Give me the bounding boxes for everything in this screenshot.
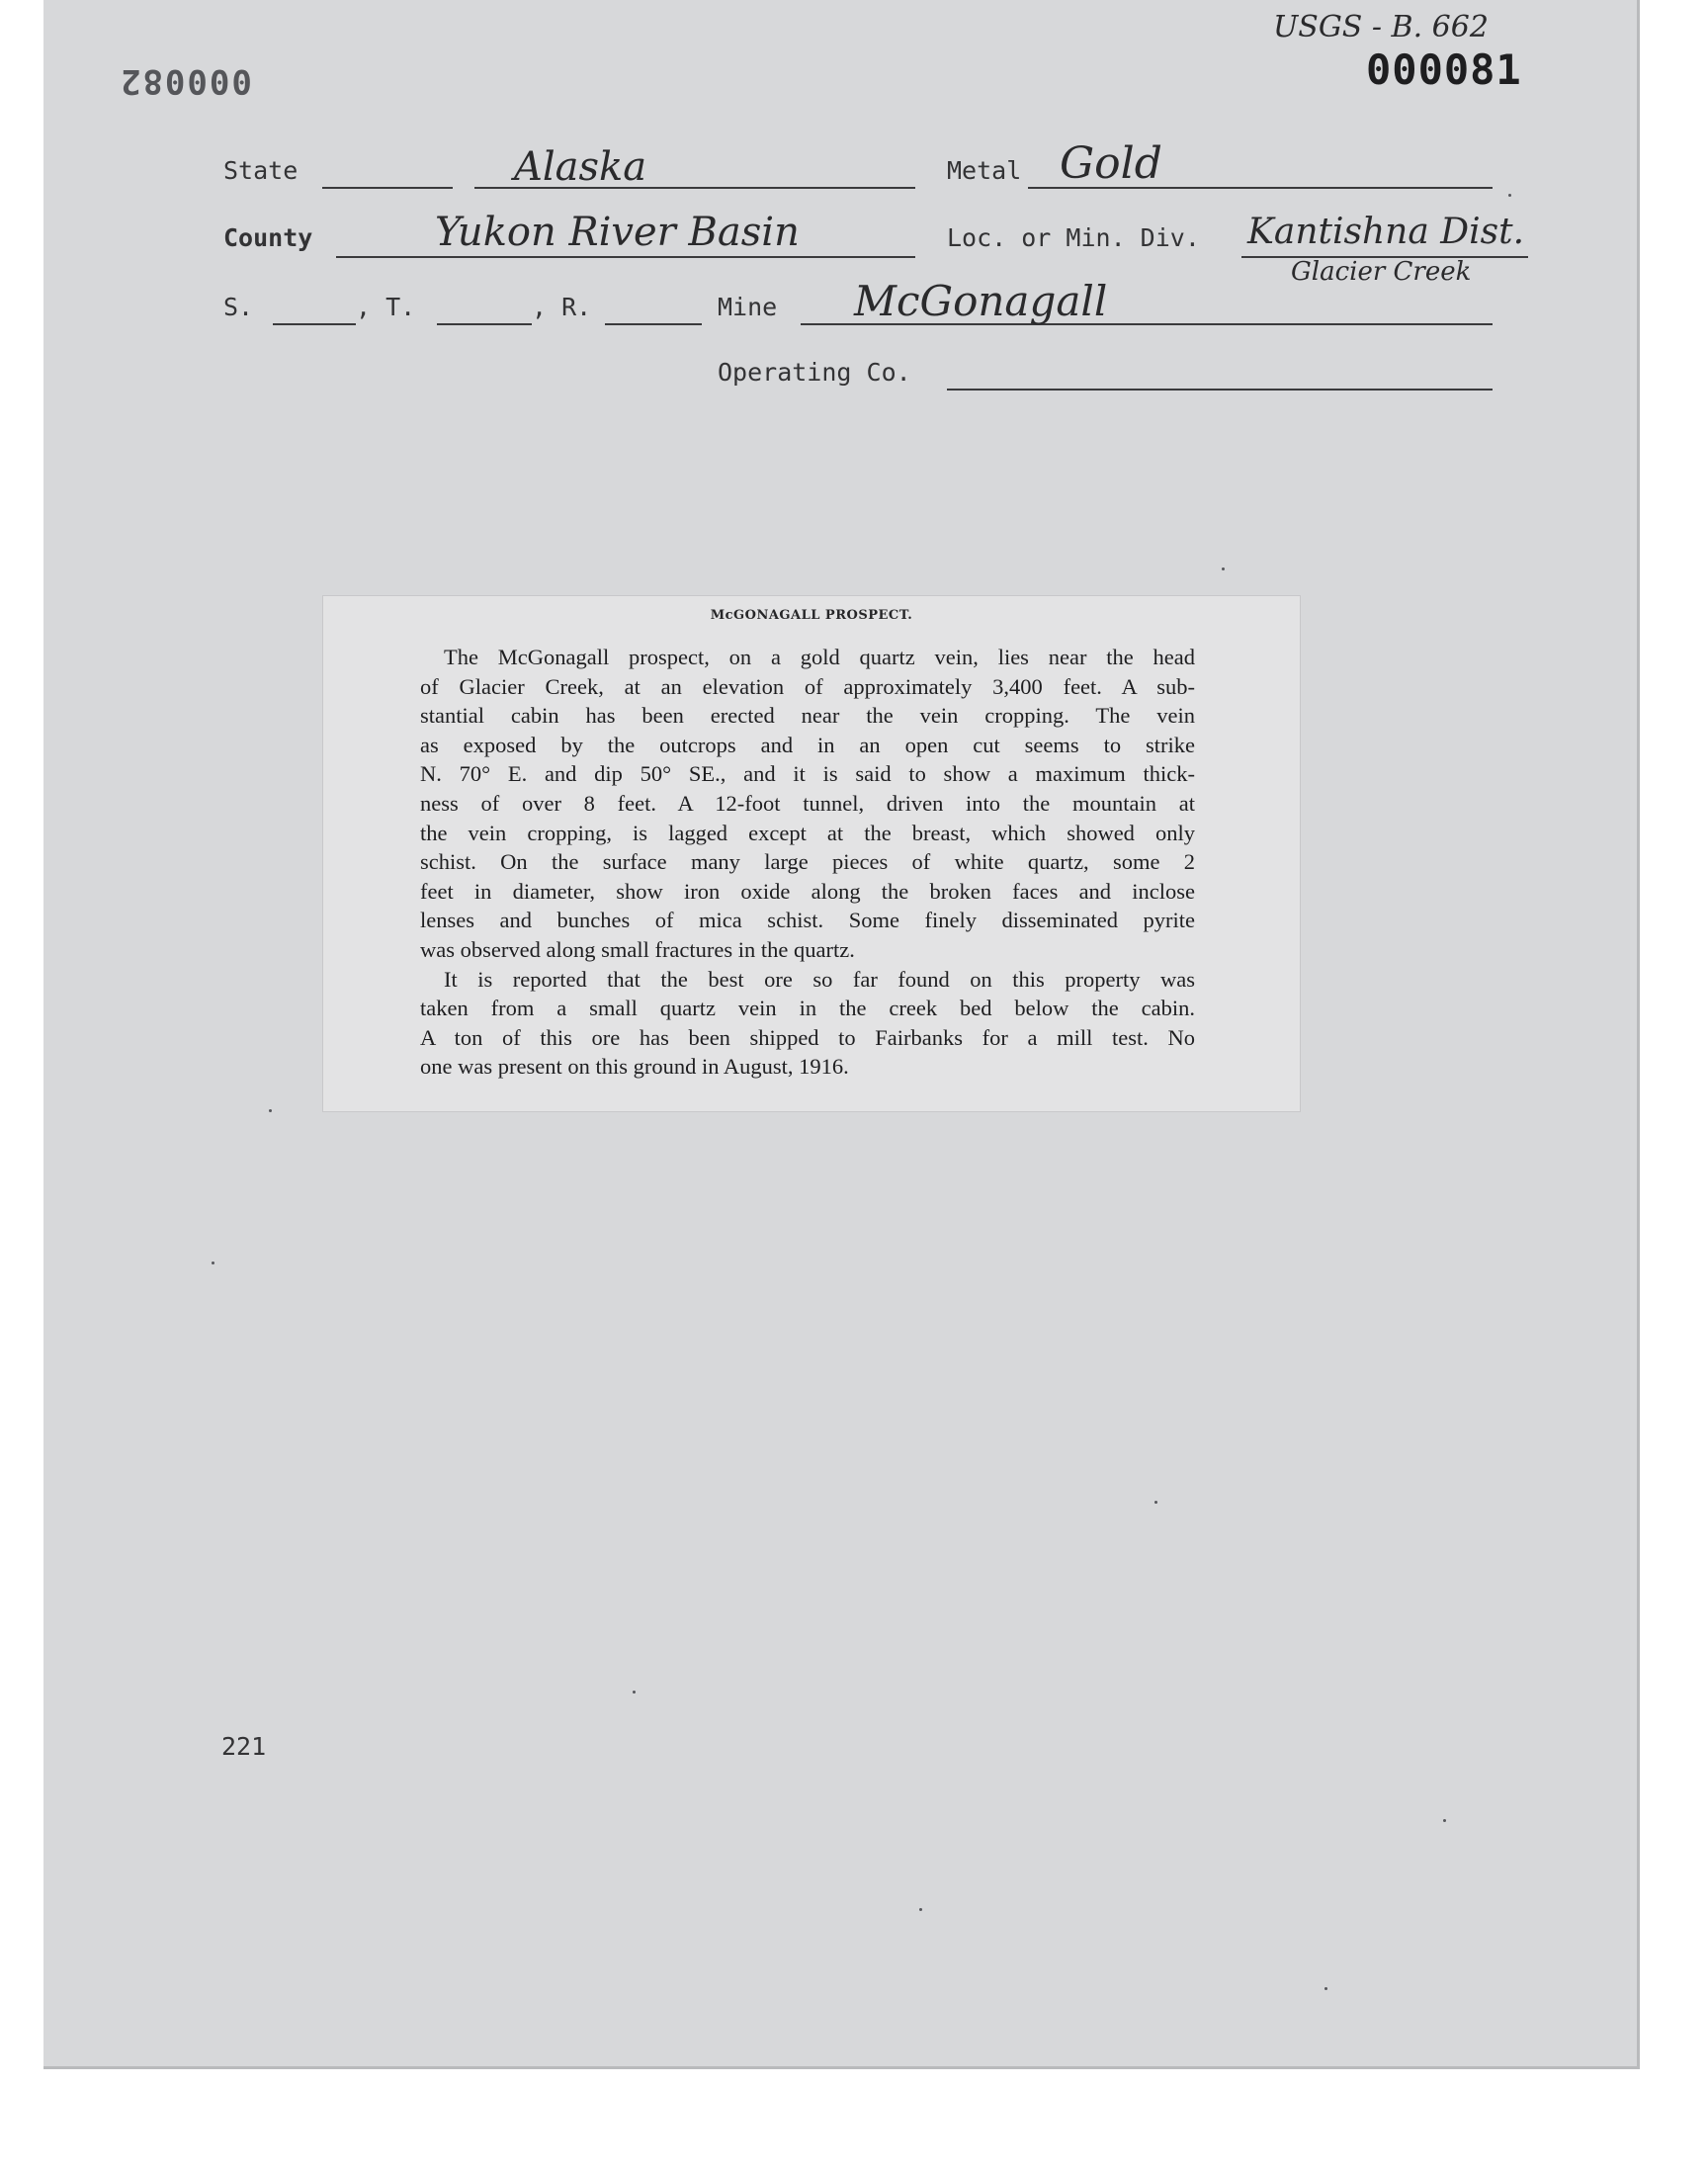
loc-value-secondary: Glacier Creek: [1291, 257, 1472, 287]
clipping-line: The McGonagall prospect, on a gold quartz vein, lies near the head: [444, 645, 1195, 669]
clipping-line: schist. On the surface many large pieces of white quartz, some 2: [420, 849, 1195, 875]
clipping-line: ness of over 8 feet. A 12-foot tunnel, driven into the mountain at: [420, 790, 1195, 816]
mirrored-sheet-number: 000082: [119, 61, 252, 101]
clipping-body: [420, 643, 1195, 1082]
metal-value: Gold: [1060, 138, 1162, 189]
section-label: S.: [223, 293, 254, 321]
range-blank-line: [605, 323, 702, 325]
paper-speck: [1443, 1819, 1446, 1822]
loc-label: Loc. or Min. Div.: [947, 223, 1200, 252]
clipping-line: N. 70° E. and dip 50° SE., and it is said to show a maximum thick-: [420, 761, 1195, 787]
clipping-line: of Glacier Creek, at an elevation of approximately 3,400 feet. A sub-: [420, 673, 1195, 699]
state-value: Alaska: [514, 144, 647, 190]
sheet-number: 000081: [1366, 45, 1522, 94]
mine-label: Mine: [718, 293, 778, 321]
catalog-note: USGS - B. 662: [1273, 10, 1489, 44]
clipping-line: stantial cabin has been erected near the vein cropping. The vein: [420, 703, 1195, 729]
page-number: 221: [221, 1732, 267, 1761]
section-blank-line: [273, 323, 356, 325]
paper-speck: [1222, 567, 1225, 570]
operating-company-label: Operating Co.: [718, 358, 911, 387]
paper-speck: [269, 1109, 272, 1112]
paper-speck: [1154, 1501, 1157, 1504]
clipping-line: as exposed by the outcrops and in an open cut seems to strike: [420, 732, 1195, 757]
clipping-line: one was present on this ground in August, 1916.: [420, 1054, 849, 1080]
paper-speck: [919, 1908, 922, 1911]
clipping-line: lenses and bunches of mica schist. Some finely disseminated pyrite: [420, 908, 1195, 933]
range-label: , R.: [532, 293, 592, 321]
paper-speck: [1324, 1987, 1327, 1990]
operating-company-line: [947, 389, 1493, 391]
township-blank-line: [437, 323, 532, 325]
paper-speck: [633, 1691, 636, 1694]
clipping-line: It is reported that the best ore so far found on this property was: [444, 966, 1195, 992]
state-label: State: [223, 156, 299, 185]
county-value-line: [336, 256, 915, 258]
state-blank-line: [322, 187, 453, 189]
mine-value: McGonagall: [854, 277, 1108, 325]
clipping-title: McGONAGALL PROSPECT.: [710, 608, 913, 623]
clipping-line: A ton of this ore has been shipped to Fairbanks for a mill test. No: [420, 1024, 1195, 1050]
pasted-clipping: [323, 596, 1300, 1111]
township-label: , T.: [356, 293, 416, 321]
county-value: Yukon River Basin: [435, 210, 800, 255]
clipping-line: the vein cropping, is lagged except at the breast, which showed only: [420, 820, 1195, 845]
loc-value: Kantishna Dist.: [1247, 212, 1525, 252]
clipping-line: was observed along small fractures in the quartz.: [420, 936, 855, 962]
clipping-line: feet in diameter, show iron oxide along the broken faces and inclose: [420, 878, 1195, 904]
metal-label: Metal: [947, 156, 1022, 185]
paper-speck: [1508, 194, 1511, 197]
county-label: County: [223, 223, 313, 252]
paper-speck: [212, 1262, 214, 1264]
clipping-line: taken from a small quartz vein in the creek bed below the cabin.: [420, 996, 1195, 1021]
